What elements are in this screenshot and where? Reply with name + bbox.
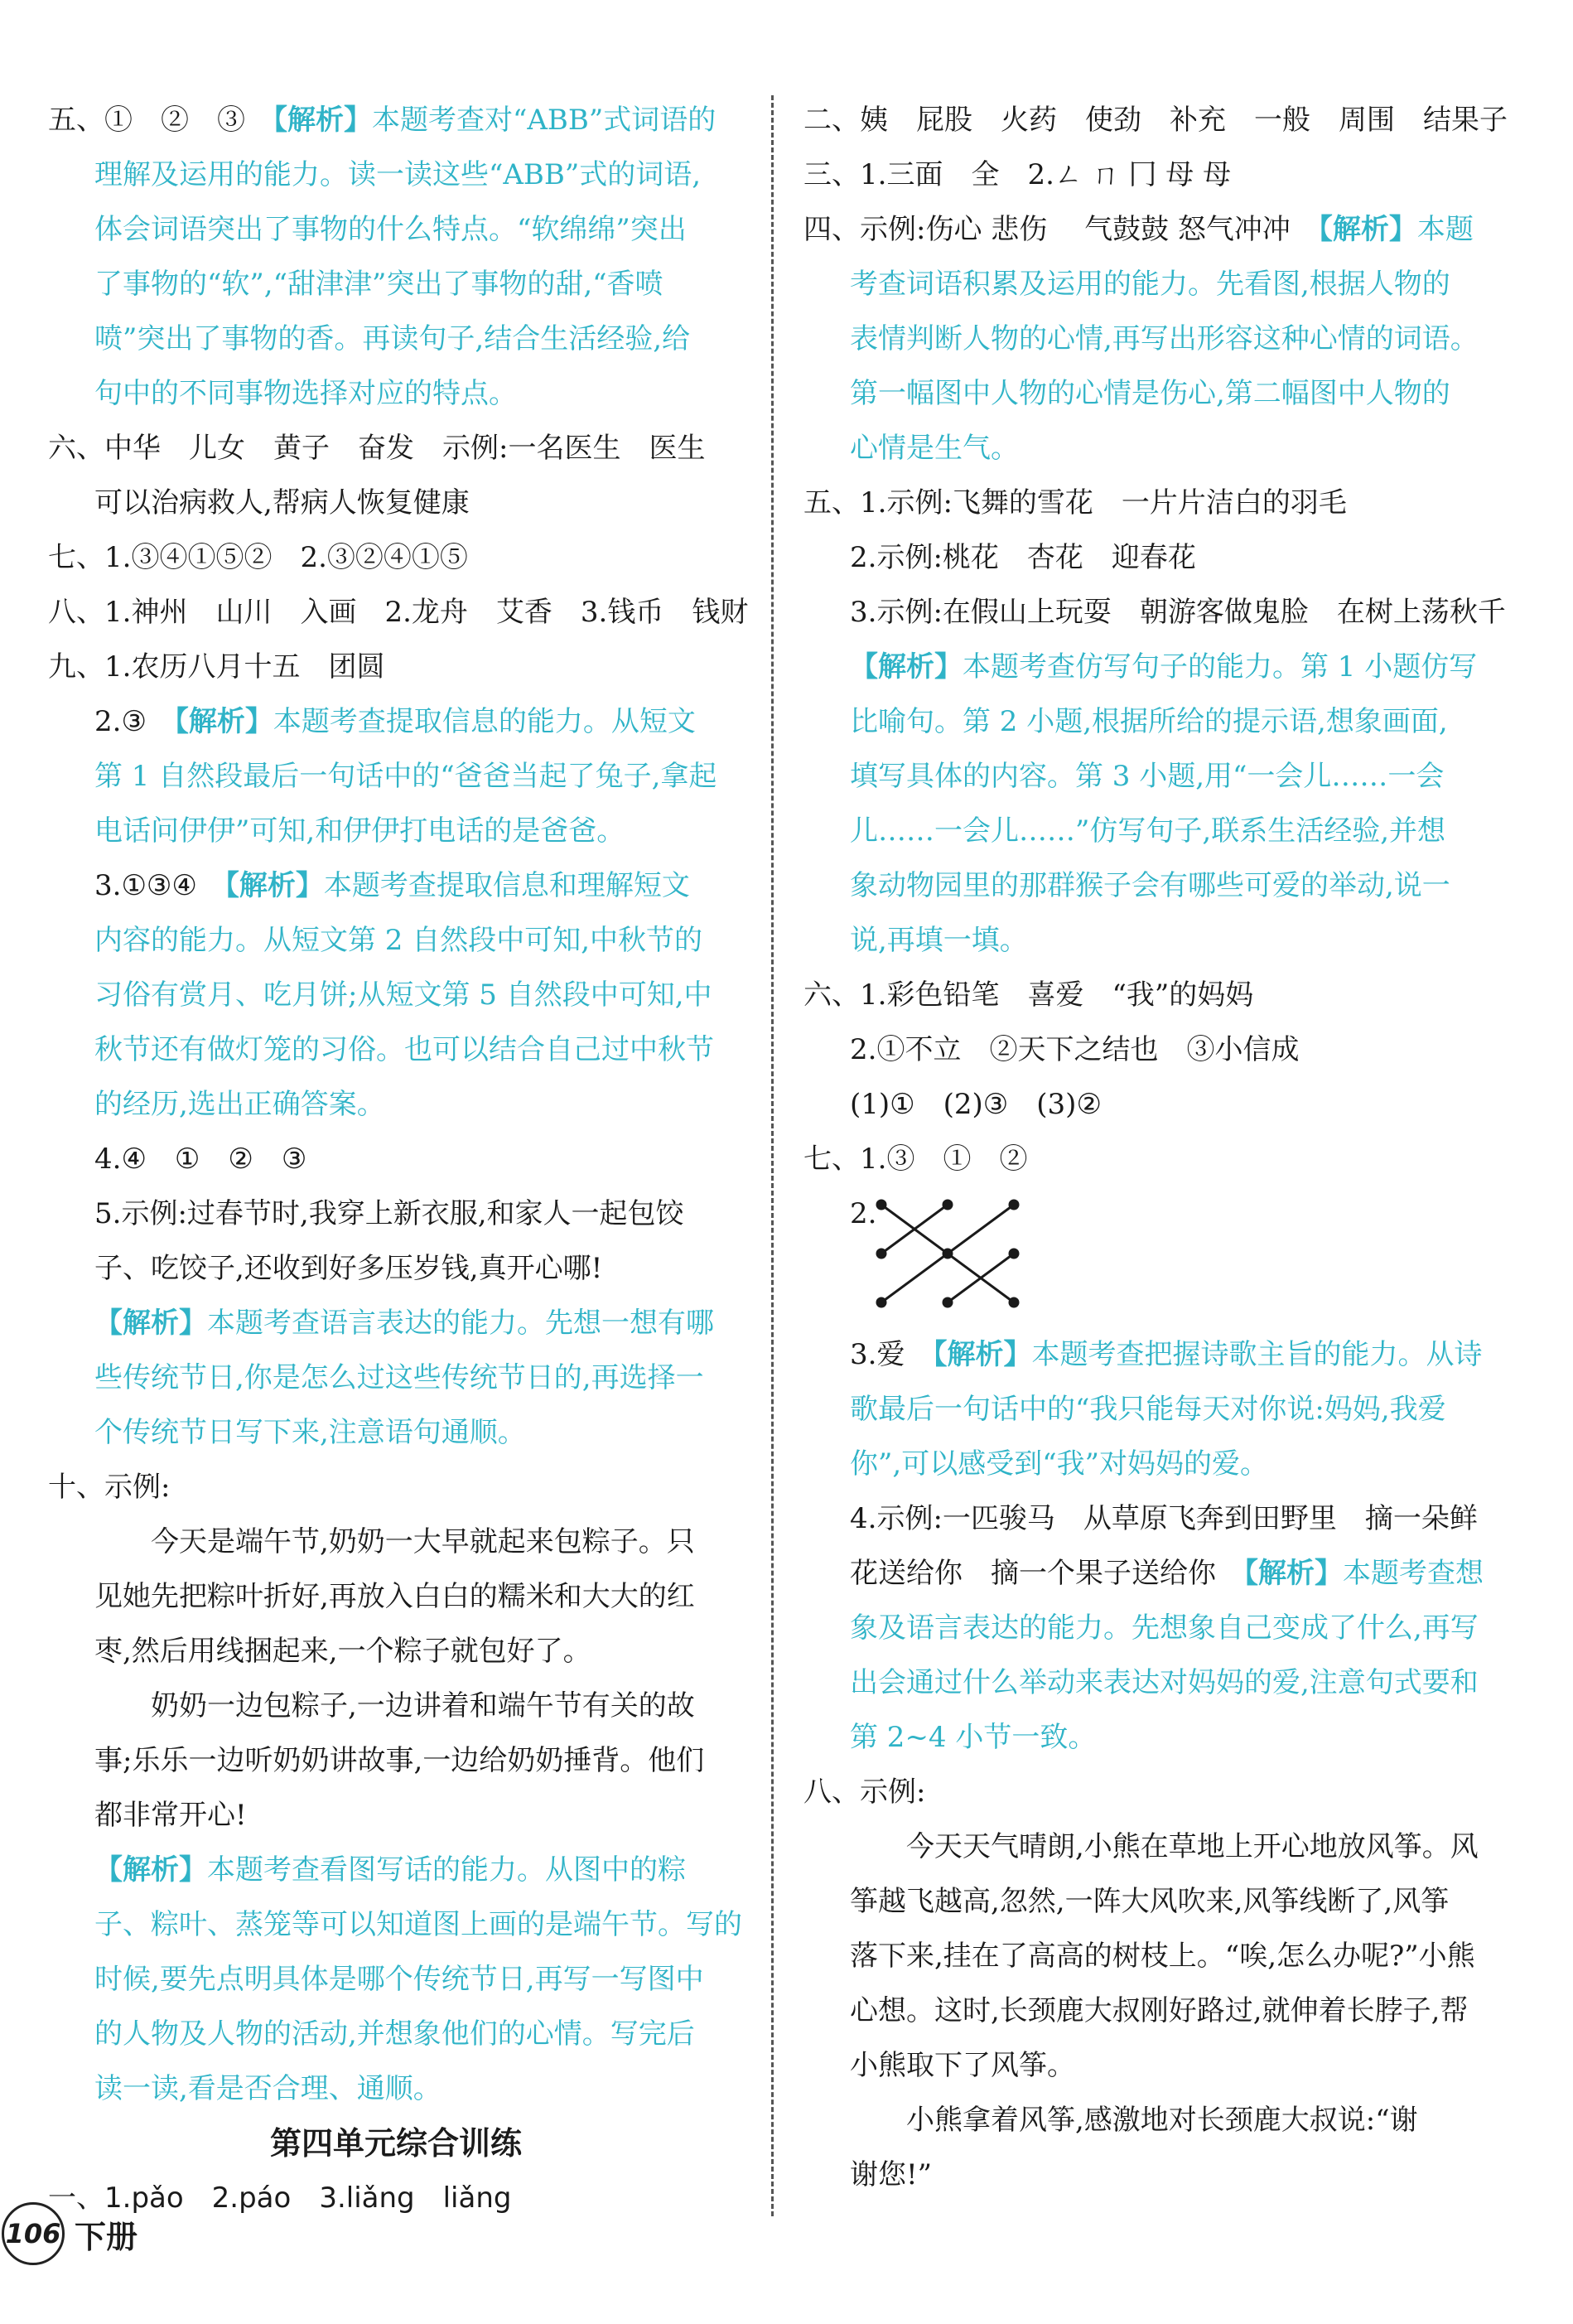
answer-text: 5.示例:过春节时,我穿上新衣服,和家人一起包饺 (94, 1197, 684, 1230)
matching-diagram (803, 1186, 1499, 1327)
answer-text: 八、示例: (803, 1776, 926, 1809)
analysis-text: 喷”突出了事物的香。再读句子,结合生活经验,给 (94, 322, 690, 355)
answer-text: 3.示例:在假山上玩耍 朝游客做鬼脸 在树上荡秋千 (850, 596, 1506, 629)
essay-text: 今天是端午节,奶奶一大早就起来包粽子。只 (151, 1525, 695, 1558)
answer-text: 2.③ (94, 705, 175, 738)
answer-text: 六、1.彩色铅笔 喜爱 “我”的妈妈 (803, 978, 1254, 1012)
right-column (803, 93, 1508, 2202)
analysis-text: 理解及运用的能力。读一读这些“ABB”式的词语, (94, 158, 702, 191)
analysis-text: 电话问伊伊”可知,和伊伊打电话的是爸爸。 (94, 814, 625, 848)
essay-text: 事;乐乐一边听奶奶讲故事,一边给奶奶捶背。他们 (94, 1744, 705, 1777)
analysis-text: 本题考查提取信息的能力。从短文 (273, 705, 696, 738)
analysis-text: 第一幅图中人物的心情是伤心,第二幅图中人物的 (850, 377, 1450, 410)
answer-text: 七、1.③ ① ② (803, 1143, 1028, 1176)
match-dot (1010, 1201, 1018, 1209)
analysis-text: 本题考查提取信息和理解短文 (323, 869, 690, 902)
section-3-answer: 三、1.三面 全 2.ㄥ ㄇ 冂 母 母 (803, 158, 1232, 191)
sample-essay (48, 1515, 744, 1843)
match-dot (877, 1298, 885, 1307)
analysis-tag: 【解析】 (273, 104, 372, 137)
matching-lines (861, 1186, 1077, 1319)
section-2-answer: 二、姨 屁股 火药 使劲 补充 一般 周围 结果子 (803, 104, 1508, 137)
analysis-text: 子、粽叶、蒸笼等可以知道图上画的是端午节。写的 (94, 1908, 742, 1941)
column-divider (771, 95, 774, 2216)
analysis-text: 句中的不同事物选择对应的特点。 (94, 377, 517, 410)
unit-heading: 第四单元综合训练 (269, 2125, 522, 2162)
match-dot (943, 1201, 952, 1209)
answer-text: (1)① (2)③ (3)② (850, 1088, 1102, 1121)
analysis-text: 心情是生气。 (850, 432, 1019, 465)
analysis-tag: 【解析】 (1318, 213, 1417, 246)
analysis-text: 本题考查对“ABB”式词语的 (372, 104, 717, 137)
analysis-text: 表情判断人物的心情,再写出形容这种心情的词语。 (850, 322, 1479, 355)
section-5-answer (48, 93, 744, 421)
answer-text: 4.示例:一匹骏马 从草原飞奔到田野里 摘一朵鲜 (850, 1502, 1478, 1535)
essay-text: 今天天气晴朗,小熊在草地上开心地放风筝。风 (906, 1830, 1479, 1863)
analysis-text: 说,再填一填。 (850, 924, 1028, 957)
answer-text: 五、1.示例:飞舞的雪花 一片片洁白的羽毛 (803, 486, 1347, 519)
analysis-text: 了事物的“软”,“甜津津”突出了事物的甜,“香喷 (94, 268, 663, 301)
essay-text: 筝越飞越高,忽然,一阵大风吹来,风筝线断了,风筝 (850, 1885, 1450, 1918)
section-7-answer: 七、1.③④①⑤② 2.③②④①⑤ (48, 541, 468, 574)
analysis-text: 你”,可以感受到“我”对妈妈的爱。 (850, 1447, 1268, 1481)
analysis-text: 比喻句。第 2 小题,根据所给的提示语,想象画面, (850, 705, 1448, 738)
sample-essay (803, 1819, 1499, 2202)
analysis-text: 本题考查把握诗歌主旨的能力。从诗 (1031, 1338, 1483, 1371)
analysis-text: 第 2~4 小节一致。 (850, 1721, 1097, 1754)
answer-text: 十、示例: (48, 1471, 171, 1504)
analysis-text: 儿……一会儿……”仿写句子,联系生活经验,并想 (850, 814, 1445, 848)
left-column (48, 93, 749, 2225)
essay-text: 都非常开心! (94, 1799, 247, 1832)
analysis-tag: 【解析】 (174, 705, 273, 738)
section-10-answer (48, 1460, 744, 2116)
analysis-text: 的人物及人物的活动,并想象他们的心情。写完后 (94, 2017, 695, 2051)
section-8-answer (803, 1765, 1499, 2202)
analysis-text: 体会词语突出了事物的什么特点。“软绵绵”突出 (94, 213, 687, 246)
analysis-text: 秋节还有做灯笼的习俗。也可以结合自己过中秋节 (94, 1033, 714, 1066)
essay-text: 枣,然后用线捆起来,一个粽子就包好了。 (94, 1635, 591, 1668)
analysis-text: 出会通过什么举动来表达对妈妈的爱,注意句式要和 (850, 1666, 1479, 1699)
answer-text: 子、吃饺子,还收到好多压岁钱,真开心哪! (94, 1252, 603, 1285)
answer-text: 3.爱 (850, 1338, 934, 1371)
analysis-text: 读一读,看是否合理、通顺。 (94, 2072, 442, 2105)
analysis-text: 时候,要先点明具体是哪个传统节日,再写一写图中 (94, 1963, 704, 1996)
section-8-answer: 八、1.神州 山川 入画 2.龙舟 艾香 3.钱币 钱财 (48, 596, 749, 629)
volume-label: 下册 (75, 2218, 138, 2255)
answer-text: 五、① ② ③ (48, 104, 273, 137)
essay-text: 见她先把粽叶折好,再放入白白的糯米和大大的红 (94, 1580, 695, 1613)
analysis-text: 歌最后一句话中的“我只能每天对你说:妈妈,我爱 (850, 1393, 1446, 1426)
essay-text: 心想。这时,长颈鹿大叔刚好路过,就伸着长脖子,帮 (850, 1994, 1469, 2027)
analysis-text: 本题考查语言表达的能力。先想一想有哪 (207, 1307, 714, 1340)
match-dot (943, 1249, 952, 1258)
analysis-text: 象动物园里的那群猴子会有哪些可爱的举动,说一 (850, 869, 1450, 902)
analysis-text: 内容的能力。从短文第 2 自然段中可知,中秋节的 (94, 924, 703, 957)
analysis-tag: 【解析】 (224, 869, 324, 902)
essay-text: 小熊取下了风筝。 (850, 2049, 1075, 2082)
analysis-text: 些传统节日,你是怎么过这些传统节日的,再选择一 (94, 1361, 704, 1394)
match-dot (877, 1249, 885, 1258)
section-9-answer (48, 640, 744, 1460)
analysis-tag: 【解析】 (94, 1853, 207, 1887)
answer-text: 四、示例:伤心 悲伤 气鼓鼓 怒气冲冲 (803, 213, 1319, 246)
essay-text: 谢您!” (850, 2158, 933, 2191)
analysis-text: 习俗有赏月、吃月饼;从短文第 5 自然段中可知,中 (94, 978, 712, 1012)
section-7-answer (803, 1132, 1499, 1765)
essay-text: 落下来,挂在了高高的树枝上。“唉,怎么办呢?”小熊 (850, 1940, 1475, 1973)
unit-section-1-answer: 一、1.pǎo 2.páo 3.liǎng liǎng (48, 2181, 512, 2215)
page-number: 106 (2, 2202, 65, 2265)
analysis-text: 填写具体的内容。第 3 小题,用“一会儿……一会 (850, 760, 1445, 793)
analysis-tag: 【解析】 (933, 1338, 1032, 1371)
section-6-answer: 六、中华 儿女 黄子 奋发 示例:一名医生 医生 (48, 432, 706, 465)
section-5-answer (803, 476, 1506, 968)
analysis-tag: 【解析】 (94, 1307, 207, 1340)
answer-text: 2. (850, 1197, 877, 1230)
essay-text: 小熊拿着风筝,感激地对长颈鹿大叔说:“谢 (906, 2104, 1418, 2137)
match-dot (943, 1298, 952, 1307)
page-footer (2, 2202, 138, 2265)
analysis-text: 本题考查想 (1343, 1557, 1484, 1590)
essay-text: 奶奶一边包粽子,一边讲着和端午节有关的故 (151, 1689, 695, 1722)
answer-text: 九、1.农历八月十五 团圆 (48, 650, 385, 684)
analysis-text: 第 1 自然段最后一句话中的“爸爸当起了兔子,拿起 (94, 760, 717, 793)
match-dot (877, 1201, 885, 1209)
answer-text: 4.④ ① ② ③ (94, 1143, 307, 1176)
match-dot (1010, 1249, 1018, 1258)
answer-text: 2.示例:桃花 杏花 迎春花 (850, 541, 1196, 574)
analysis-text: 本题 (1416, 213, 1474, 246)
section-6-answer: 可以治病救人,帮病人恢复健康 (94, 486, 470, 519)
answer-text: 3.①③④ (94, 869, 225, 902)
analysis-tag: 【解析】 (1244, 1557, 1343, 1590)
analysis-text: 本题考查仿写句子的能力。第 1 小题仿写 (963, 650, 1478, 684)
analysis-text: 个传统节日写下来,注意语句通顺。 (94, 1416, 526, 1449)
analysis-text: 的经历,选出正确答案。 (94, 1088, 385, 1121)
analysis-text: 象及语言表达的能力。先想象自己变成了什么,再写 (850, 1611, 1479, 1645)
section-4-answer (803, 202, 1499, 476)
analysis-tag: 【解析】 (850, 650, 963, 684)
analysis-text: 本题考查看图写话的能力。从图中的粽 (207, 1853, 686, 1887)
answer-text: 花送给你 摘一个果子送给你 (850, 1557, 1244, 1590)
match-dot (1010, 1298, 1018, 1307)
analysis-text: 考查词语积累及运用的能力。先看图,根据人物的 (850, 268, 1450, 301)
answer-text: 2.①不立 ②天下之结也 ③小信成 (850, 1033, 1300, 1066)
section-6-answer (803, 968, 1499, 1132)
